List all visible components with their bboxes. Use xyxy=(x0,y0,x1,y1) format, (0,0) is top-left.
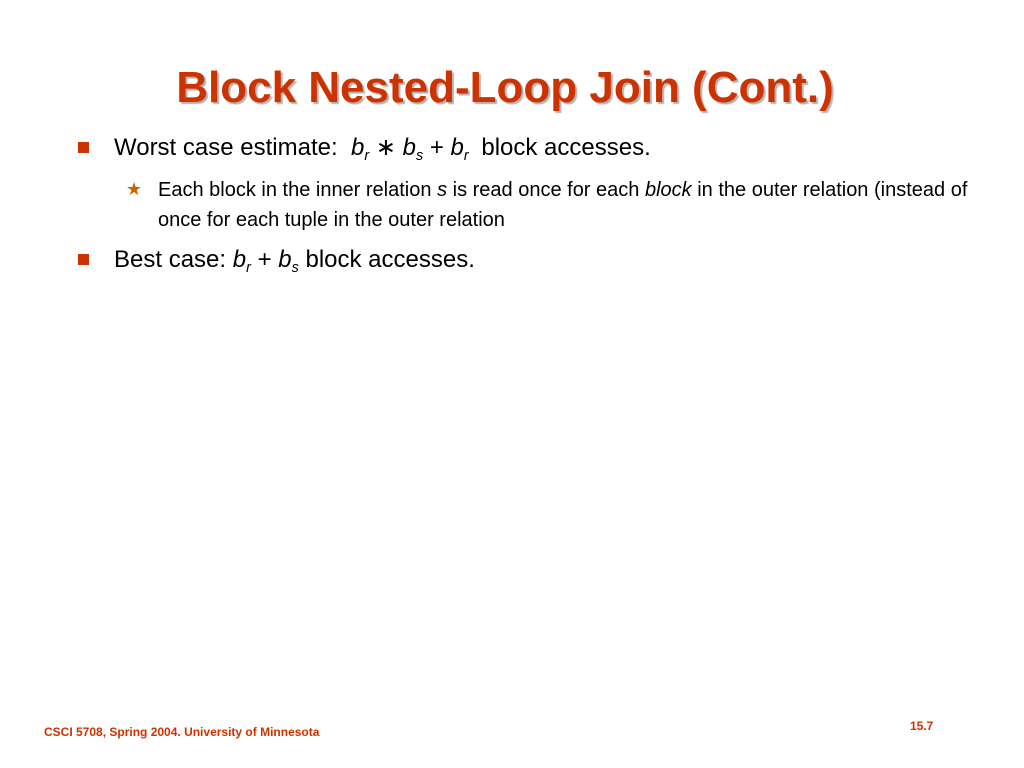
bullet-best-case-tail: block accesses. xyxy=(305,246,475,273)
page-number: 15.7 xyxy=(910,719,934,733)
star-bullet-icon: ★ xyxy=(126,179,143,199)
worst-case-formula: $b_r$ ∗ $b_s + b_r$ xyxy=(350,134,469,164)
bullet-worst-case xyxy=(76,133,976,163)
bullet-worst-case-tail: block accesses. xyxy=(481,134,651,161)
square-bullet-icon xyxy=(78,142,89,153)
slide-title: Block Nested-Loop Join (Cont.) xyxy=(176,63,834,112)
bullet-best-case-label: Best case: xyxy=(114,246,227,273)
bullet-list xyxy=(76,133,976,275)
best-case-formula: $b_r + b_s$ xyxy=(232,246,299,276)
square-bullet-icon xyxy=(78,254,89,265)
bullet-best-case xyxy=(76,245,976,275)
sub-bullet-inner-relation: ★ Each block in the inner relation s is read once for each block in the outer relation (instead of once for each tuple in the outer relation xyxy=(158,175,976,235)
footer-course: CSCI 5708, Spring 2004. University of Minnesota xyxy=(44,725,320,739)
bullet-worst-case-label: Worst case estimate: xyxy=(114,134,338,161)
